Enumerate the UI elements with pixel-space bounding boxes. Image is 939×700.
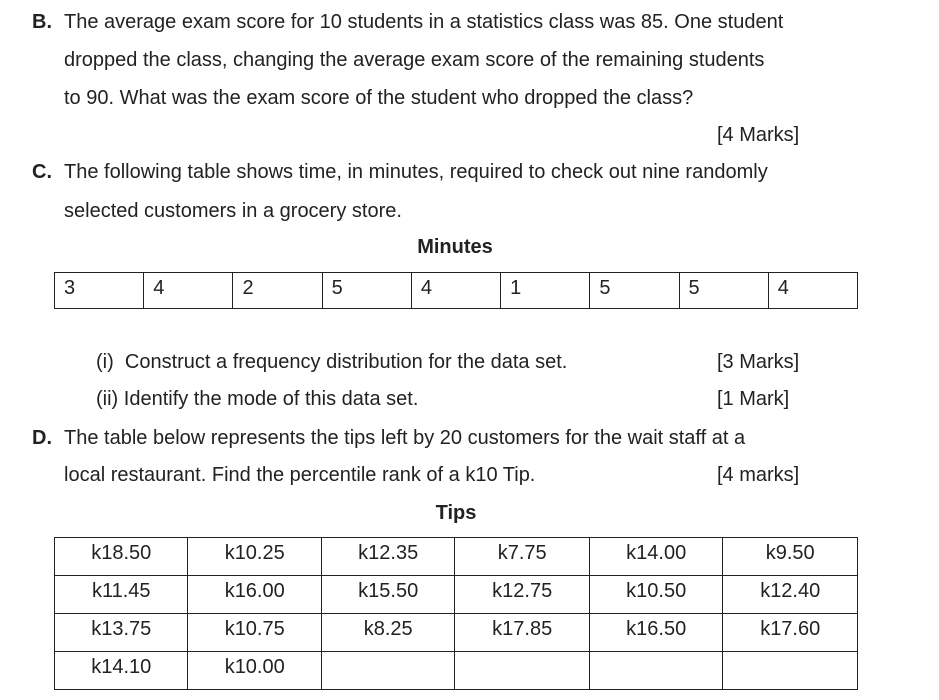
table-cell: k13.75	[55, 614, 188, 652]
table-cell	[589, 652, 722, 690]
question-b-line-3: to 90. What was the exam score of the student who dropped the class?	[64, 87, 694, 109]
table-cell: k17.60	[723, 614, 858, 652]
table-row	[55, 652, 858, 690]
table-cell: k15.50	[321, 576, 454, 614]
question-b-line-2: dropped the class, changing the average exam score of the remaining students	[64, 49, 765, 71]
table-cell: k11.45	[55, 576, 188, 614]
question-b-line-1: The average exam score for 10 students in a statistics class was 85. One student	[64, 11, 784, 33]
question-d-line-1: The table below represents the tips left by 20 customers for the wait staff at a	[64, 427, 746, 449]
tips-table	[54, 537, 858, 690]
question-c-label: C.	[32, 161, 52, 183]
table-cell: 2	[233, 273, 322, 309]
minutes-table	[54, 272, 858, 309]
table-cell: k18.50	[55, 538, 188, 576]
table-cell: k9.50	[723, 538, 858, 576]
table-cell	[723, 652, 858, 690]
table-cell: k10.00	[188, 652, 321, 690]
tips-table-title: Tips	[435, 502, 477, 524]
question-c-line-2: selected customers in a grocery store.	[64, 200, 402, 222]
question-c-part-i-marks: [3 Marks]	[717, 351, 800, 373]
question-b-label: B.	[32, 11, 52, 33]
table-cell: 4	[411, 273, 500, 309]
table-cell: k14.10	[55, 652, 188, 690]
table-row	[55, 614, 858, 652]
table-cell: k17.85	[455, 614, 590, 652]
table-cell: 3	[55, 273, 144, 309]
table-cell: k12.75	[455, 576, 590, 614]
table-cell: k12.35	[321, 538, 454, 576]
table-cell: k16.00	[188, 576, 321, 614]
table-cell: 4	[144, 273, 233, 309]
question-d-marks: [4 marks]	[717, 464, 800, 486]
table-cell: k7.75	[455, 538, 590, 576]
question-c-part-ii-marks: [1 Mark]	[717, 388, 790, 410]
question-c-part-i: (i) Construct a frequency distribution for the data set.	[96, 351, 568, 373]
table-row	[55, 538, 858, 576]
question-c-part-ii: (ii) Identify the mode of this data set.	[96, 388, 419, 410]
table-cell: k8.25	[321, 614, 454, 652]
table-cell	[455, 652, 590, 690]
question-d-label: D.	[32, 427, 52, 449]
table-cell: k16.50	[589, 614, 722, 652]
table-cell: k10.75	[188, 614, 321, 652]
table-cell: 5	[322, 273, 411, 309]
table-row	[55, 576, 858, 614]
table-cell: 5	[590, 273, 679, 309]
table-cell: 1	[501, 273, 590, 309]
table-cell: k14.00	[589, 538, 722, 576]
minutes-table-title: Minutes	[417, 236, 493, 258]
table-cell	[321, 652, 454, 690]
table-cell: 5	[679, 273, 768, 309]
table-cell: k10.50	[589, 576, 722, 614]
table-cell: 4	[768, 273, 857, 309]
table-cell: k12.40	[723, 576, 858, 614]
question-c-line-1: The following table shows time, in minutes, required to check out nine randomly	[64, 161, 768, 183]
table-cell: k10.25	[188, 538, 321, 576]
question-b-marks: [4 Marks]	[717, 124, 800, 146]
table-row	[55, 273, 858, 309]
question-d-line-2: local restaurant. Find the percentile rank of a k10 Tip.	[64, 464, 536, 486]
